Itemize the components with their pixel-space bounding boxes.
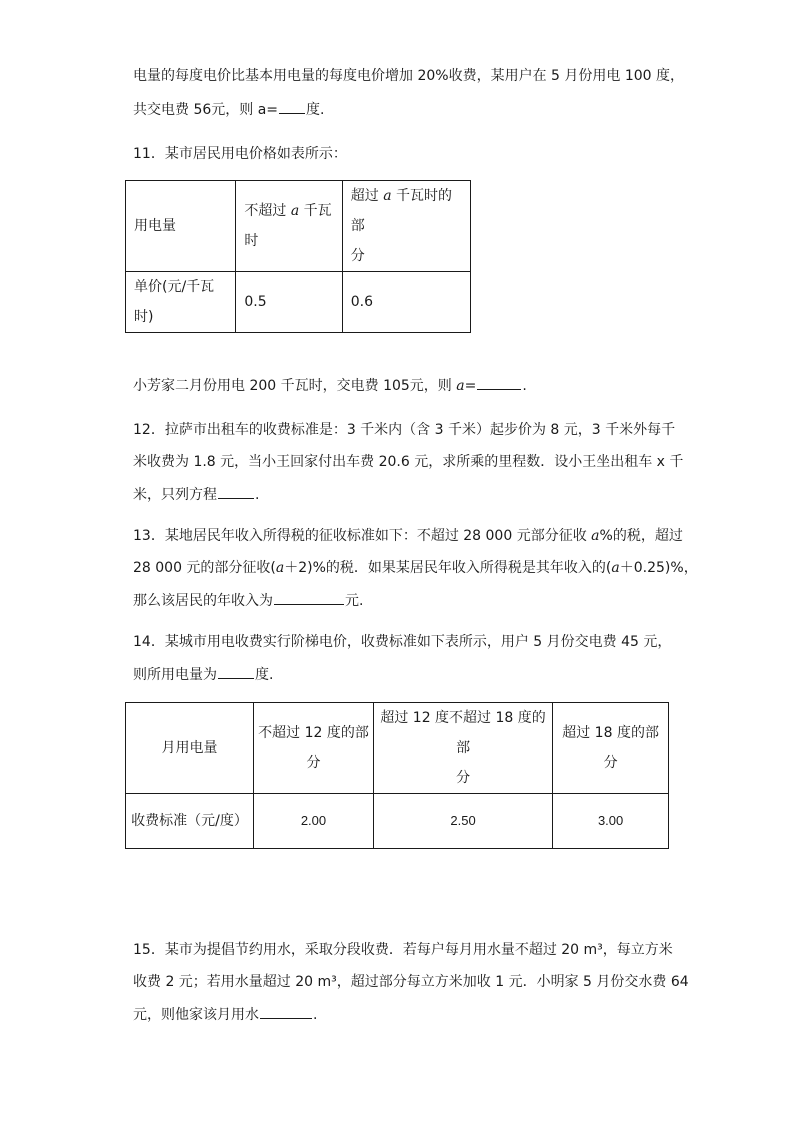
q13-text: ＋2)%的税．如果某居民年收入所得税是其年收入的( [284,560,612,576]
q14-line1: 14．某城市用电收费实行阶梯电价，收费标准如下表所示，用户 5 月份交电费 45 元， [133,634,672,650]
q10-line1: 电量的每度电价比基本用电量的每度电价增加 20%收费，某用户在 5 月份用电 100 度， [133,68,684,84]
q12-period: . [255,487,260,503]
cell-text: 不超过 12 度的部 [258,725,369,741]
var-a: a [383,188,392,204]
answer-blank[interactable] [274,590,344,605]
cell-text: 时 [244,233,259,249]
q11-price-under: 0.5 [236,272,342,333]
q13-text: ＋0.25)%， [619,560,698,576]
q11-stem: 11．某市居民用电价格如表所示： [133,146,347,162]
q10-line2-end: 度. [306,102,325,118]
cell-text: 分 [603,755,618,771]
q14-rate-tier2: 2.50 [373,794,552,849]
cell-text: 超过 18 度的部 [562,725,659,741]
q11-question-text: 小芳家二月份用电 200 千瓦时，交电费 105元，则 [133,378,457,394]
var-a: a [456,378,465,394]
q13-text: 28 000 元的部分征收( [133,560,276,576]
q14-header-usage: 月用电量 [126,703,254,794]
q15-text: 元，则他家该月用水 [133,1007,259,1023]
q13-unit: 元. [345,593,364,609]
cell-text: 分 [456,770,471,786]
q11-equals: = [464,378,477,394]
q14-header-tier3 [553,703,669,794]
cell-text: 千瓦时的部 [350,188,453,234]
cell-text: 千瓦 [299,203,332,219]
answer-blank[interactable] [260,1004,312,1019]
q11-header-under-a [236,181,342,272]
q13-text: %的税，超过 [599,528,683,544]
q10-line2 [133,99,324,120]
cell-text: 不超过 [244,203,291,219]
cell-text: 超过 [350,188,384,204]
q11-price-over: 0.6 [342,272,470,333]
q14-rate-tier1: 2.00 [254,794,374,849]
var-a: a [275,560,285,576]
q13-text: 13．某地居民年收入所得税的征收标准如下：不超过 28 000 元部分征收 [133,528,592,544]
q11-question [133,375,527,396]
cell-text: 分 [350,248,365,264]
q14-header-tier1 [254,703,374,794]
q11-header-over-a [342,181,470,272]
q14-line2 [133,664,273,685]
cell-text: 超过 12 度不超过 18 度的部 [380,710,546,756]
q15-line1: 15．某市为提倡节约用水，采取分段收费．若每户每月用水量不超过 20 m³，每立方米 [133,942,673,958]
q14-row-rate-label: 收费标准（元/度） [126,794,254,849]
q14-text: 则所用电量为 [133,667,217,683]
var-a: a [611,560,620,576]
answer-blank[interactable] [279,99,305,114]
answer-blank[interactable] [477,375,521,390]
q12-line1: 12．拉萨市出租车的收费标准是：3 千米内（含 3 千米）起步价为 8 元，3 千米外每千 [133,422,676,438]
q14-tariff-table [125,702,669,849]
var-a: a [290,203,300,219]
q12-line3 [133,484,259,505]
answer-blank[interactable] [218,484,254,499]
q13-line3 [133,590,363,611]
q13-line1 [133,526,683,546]
q12-line2: 米收费为 1.8 元，当小王回家付出车费 20.6 元，求所乘的里程数．设小王坐出租车 x 千 [133,454,684,470]
q15-line2: 收费 2 元；若用水量超过 20 m³，超过部分每立方米加收 1 元．小明家 5 月份交水费 64 [133,974,689,990]
var-a: a [591,528,600,544]
q11-header-usage: 用电量 [126,181,236,272]
q14-rate-tier3: 3.00 [553,794,669,849]
q11-price-table [125,180,471,333]
q15-line3 [133,1004,317,1025]
q11-period: . [522,378,527,394]
q11-row-price-label: 单价(元/千瓦时) [126,272,236,333]
q13-text: 那么该居民的年收入为 [133,593,273,609]
q12-line3-text: 米，只列方程 [133,487,217,503]
cell-text: 分 [306,755,321,771]
q13-line2 [133,558,698,578]
q10-line2-text: 共交电费 56元，则 a= [133,102,279,118]
q14-header-tier2 [373,703,552,794]
q15-period: . [313,1007,318,1023]
q14-unit: 度. [255,667,274,683]
answer-blank[interactable] [218,664,254,679]
